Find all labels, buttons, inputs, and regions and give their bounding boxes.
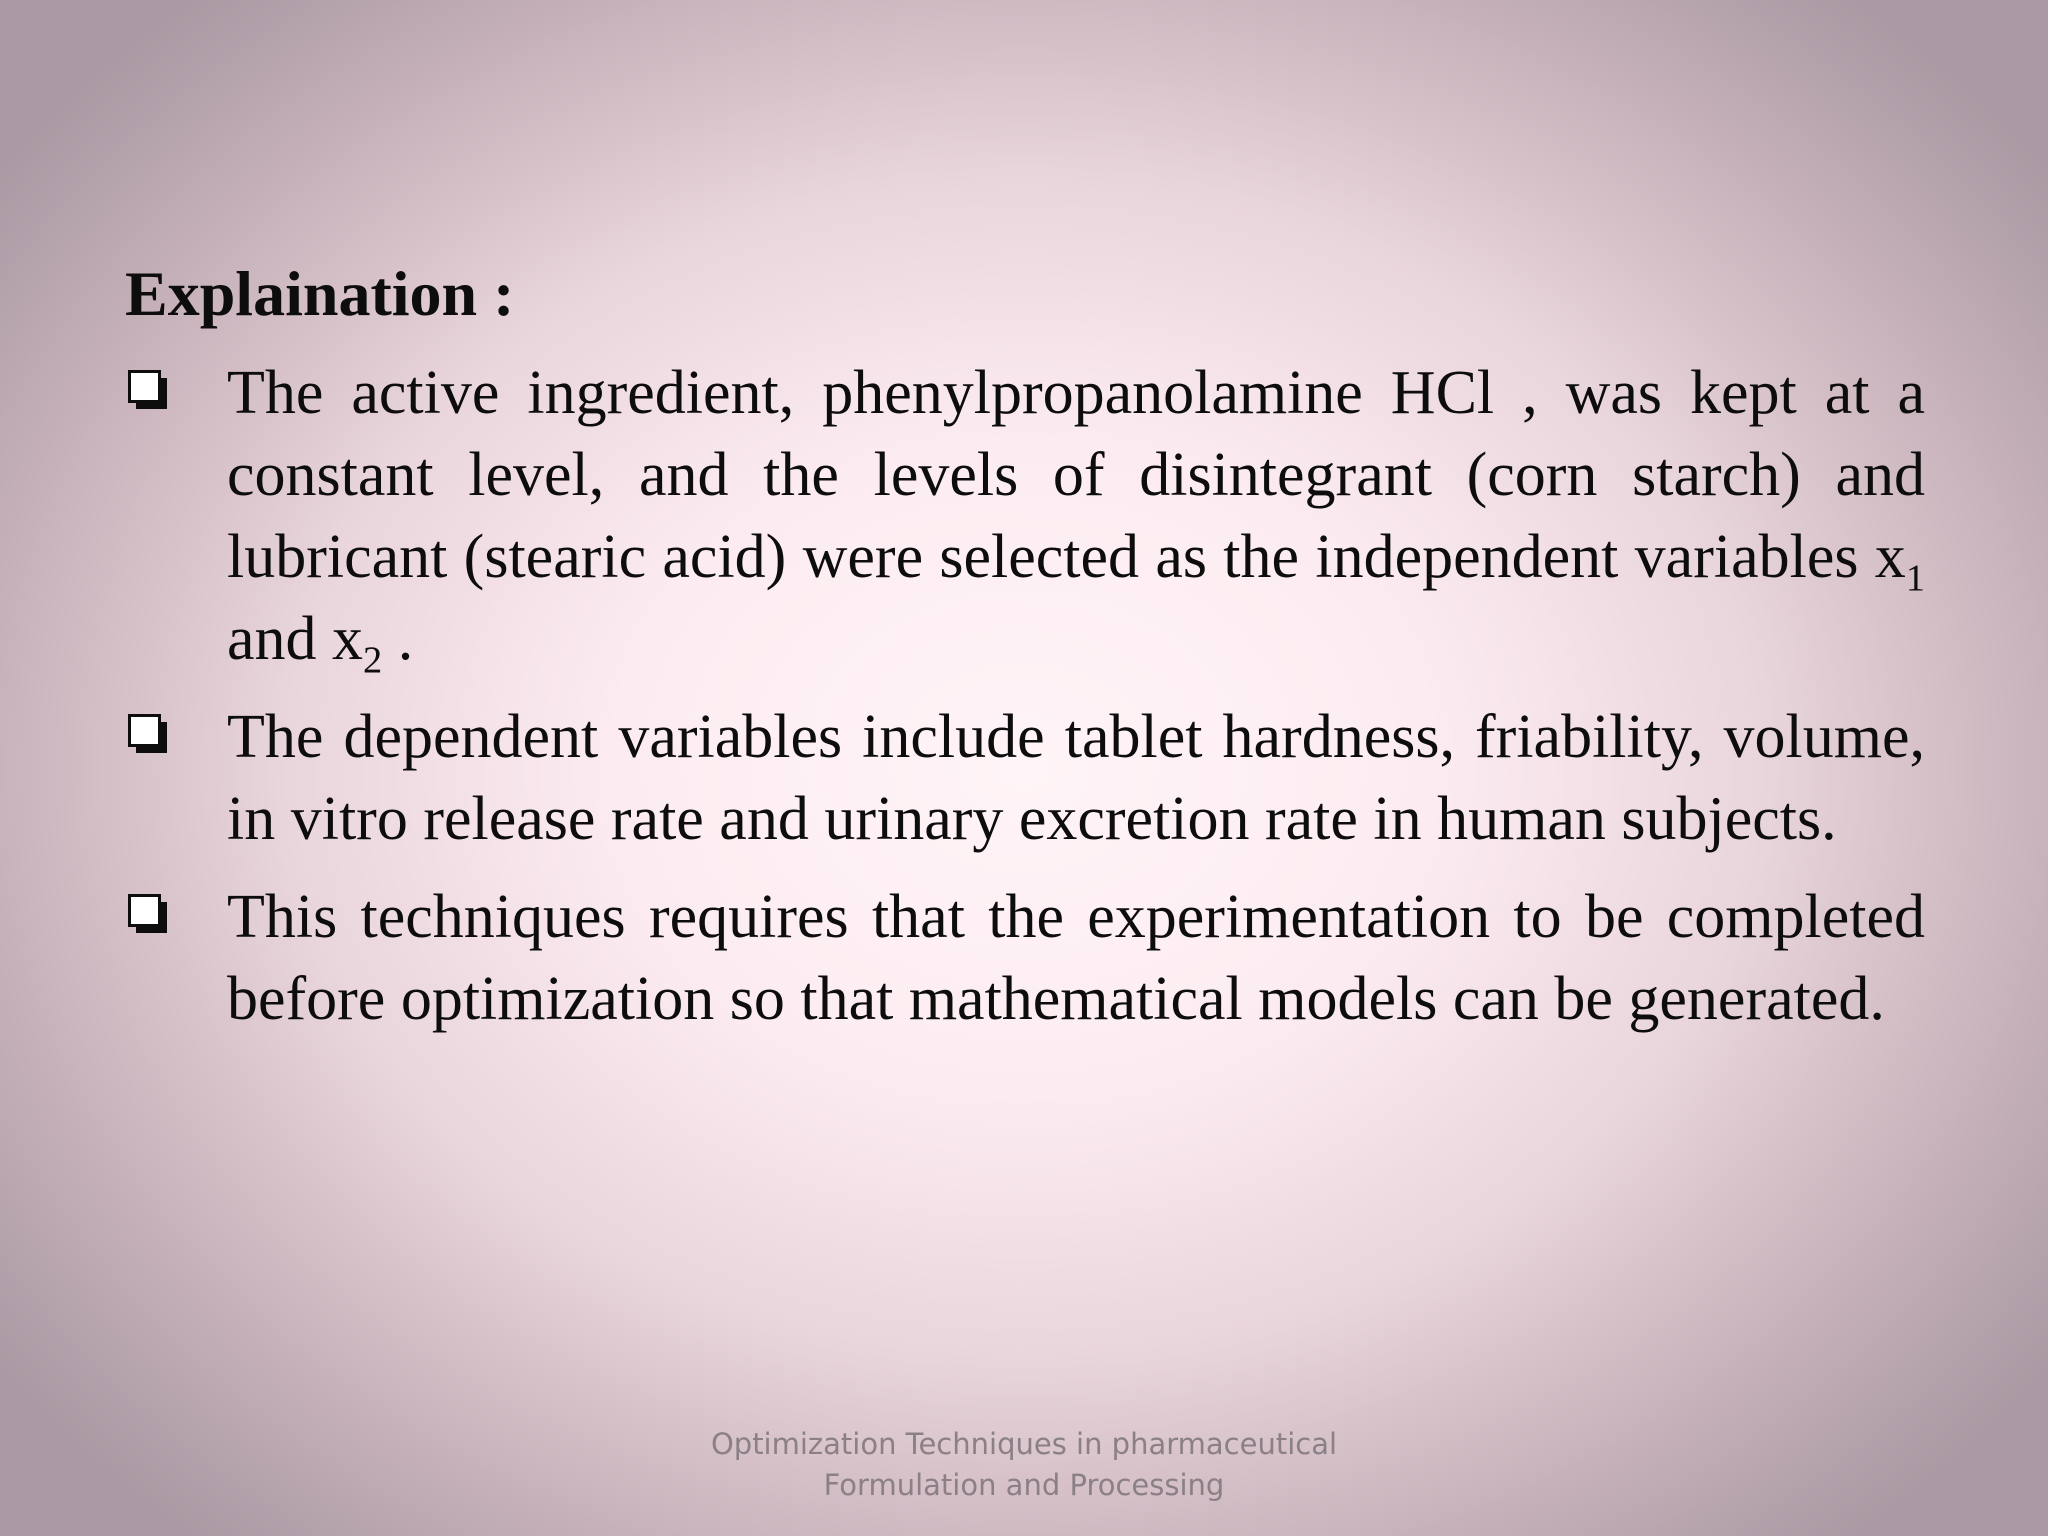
checkbox-icon [128, 894, 168, 934]
bullet-item [125, 696, 1925, 860]
bullet-item [125, 876, 1925, 1040]
slide-heading: Explaination : [125, 258, 515, 329]
bullet-item [125, 352, 1925, 680]
bullet-list [125, 352, 1925, 1056]
bullet-text: This techniques requires that the experimentation to be completed before optimization so that mathematical models can be generated. [227, 883, 1925, 1033]
bullet-text: The dependent variables include tablet hardness, friability, volume, in vitro release rate and urinary excretion rate in human subjects. [227, 703, 1925, 853]
footer-line-1: Optimization Techniques in pharmaceutical [710, 1427, 1338, 1461]
footer-line-2: Formulation and Processing [823, 1468, 1225, 1502]
checkbox-icon [128, 714, 168, 754]
checkbox-icon [128, 370, 168, 410]
slide-footer [0, 1424, 2048, 1506]
bullet-text: The active ingredient, phenylpropanolamine HCl , was kept at a constant level, and the levels of disintegrant (corn starch) and lubricant (stearic acid) were selected as the independent variables $x_1$ and $x_2$ . [227, 359, 1925, 682]
